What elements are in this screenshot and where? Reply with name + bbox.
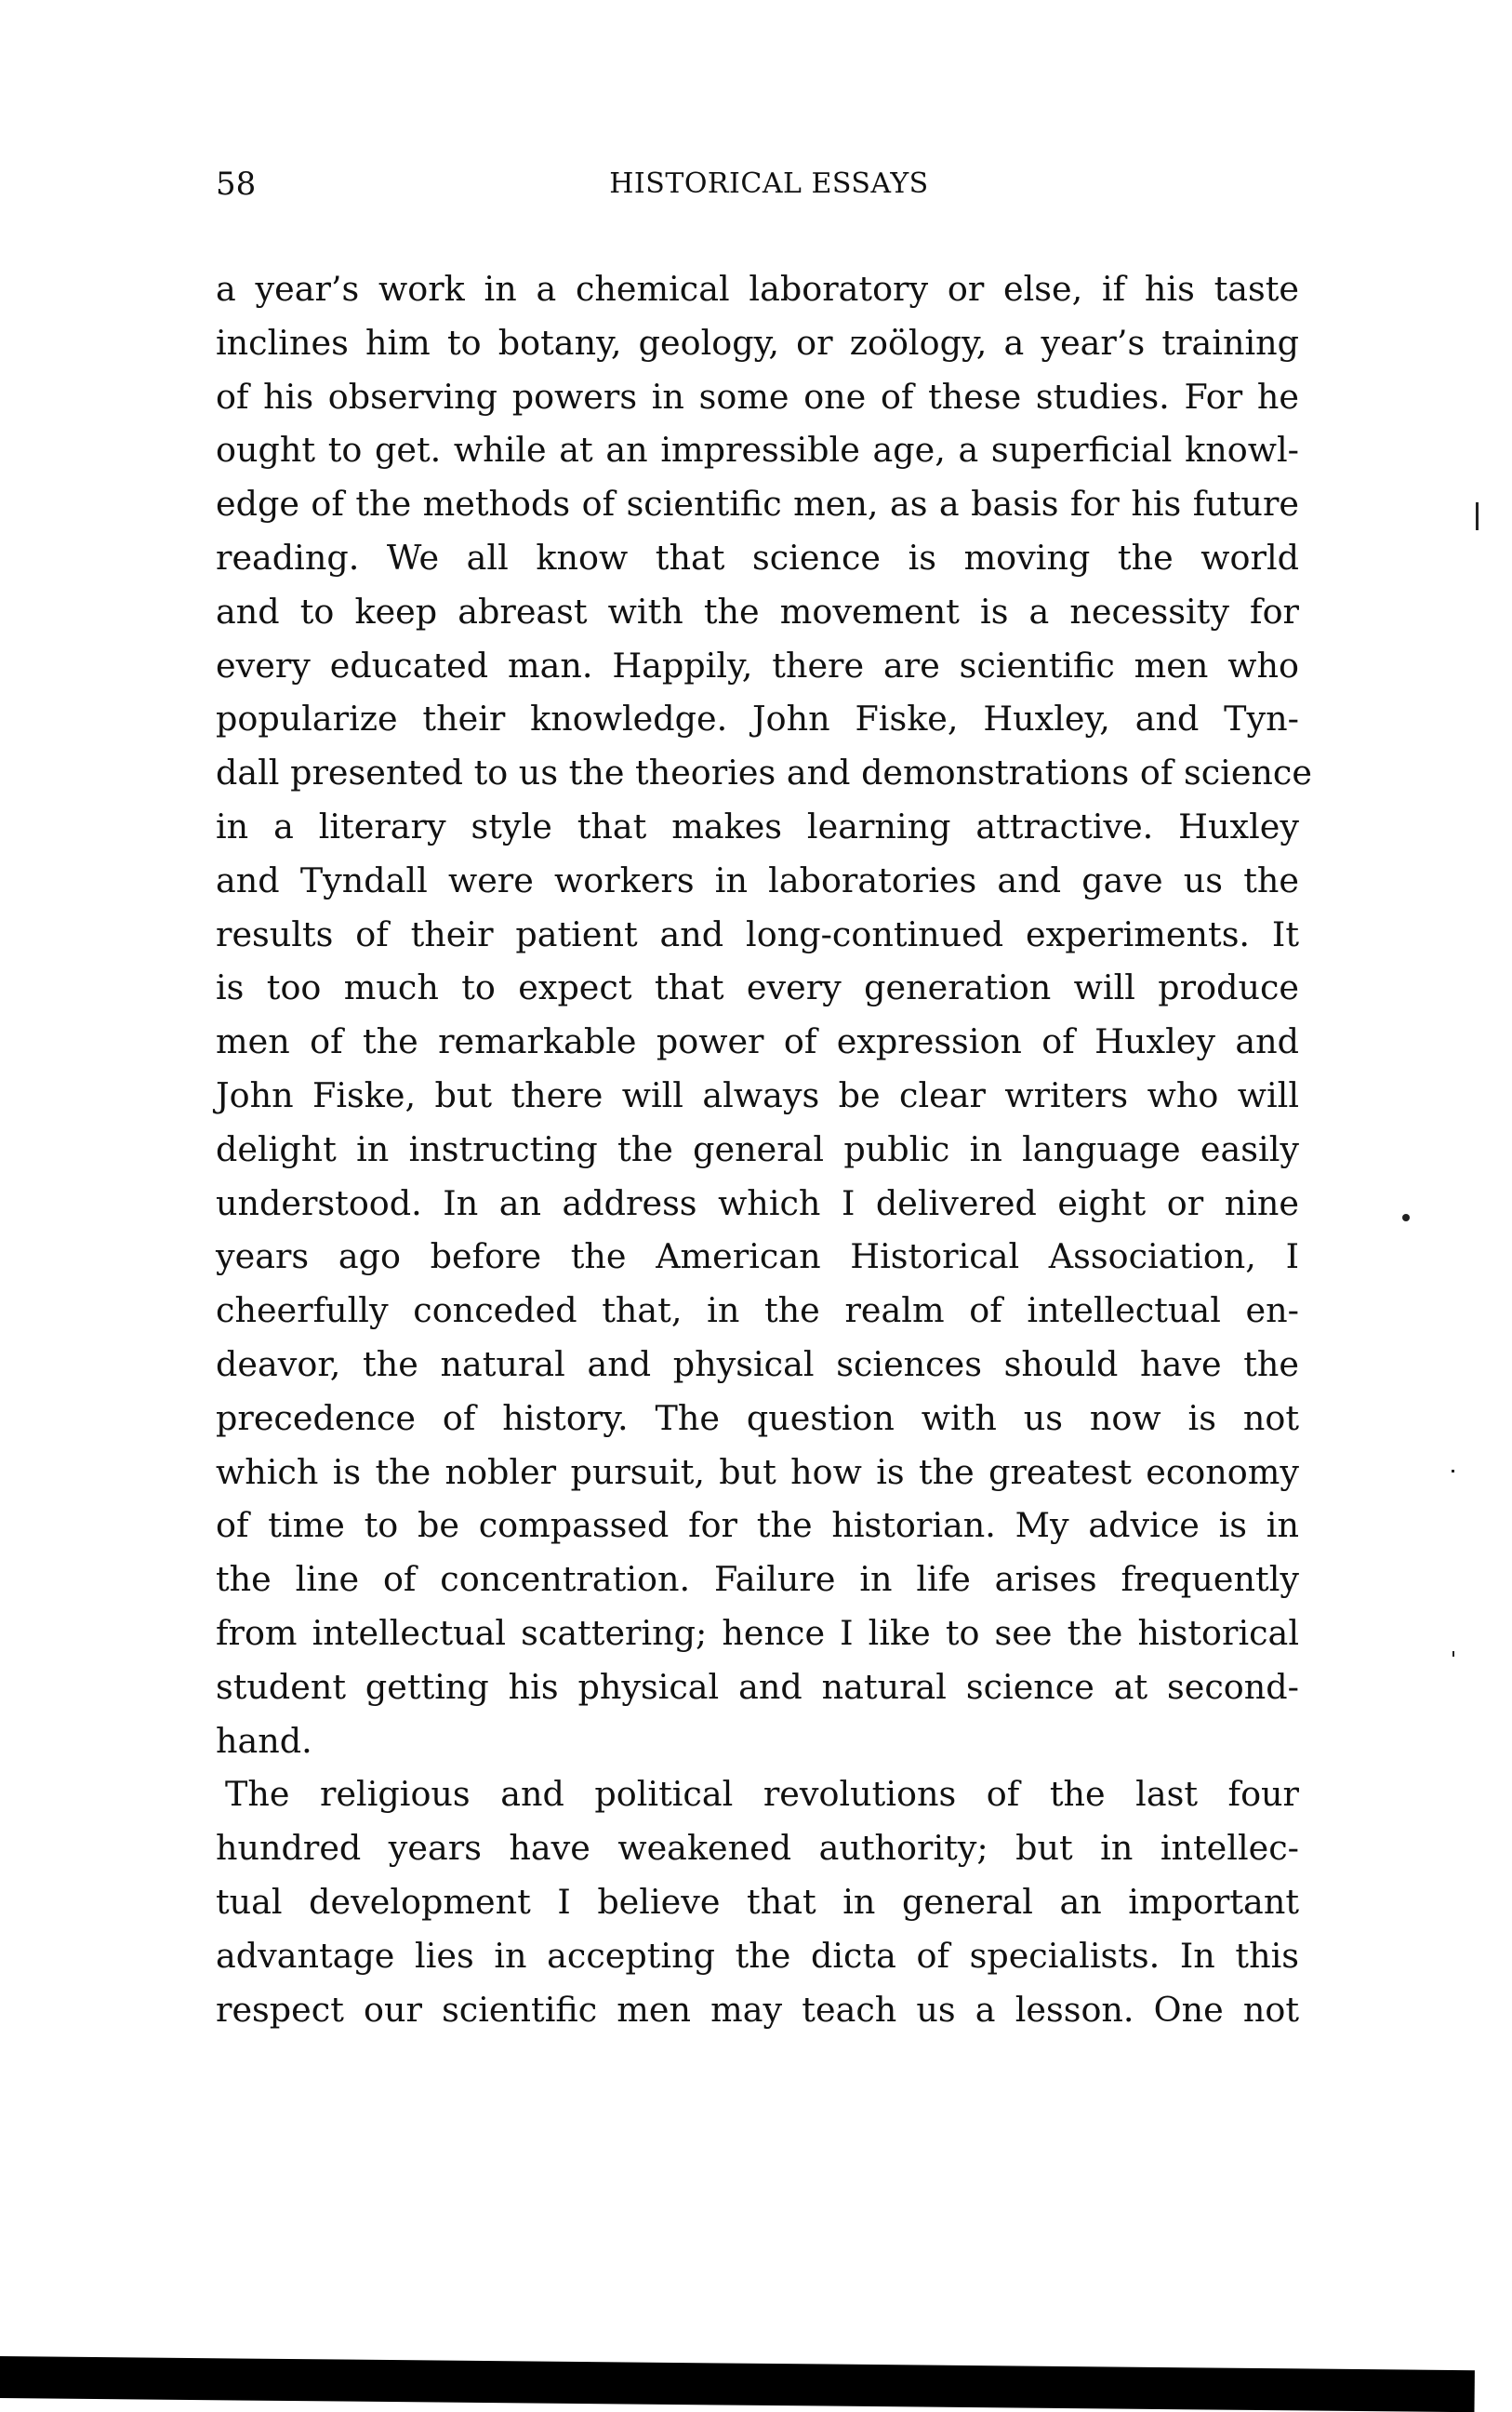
paragraph-start-line: The religious and political revolutions of the last four [225, 1774, 1299, 1815]
text-line: deavor, the natural and physical sciences should have the [216, 1343, 1299, 1384]
text-line: in a literary style that makes learning attractive. Huxley [216, 806, 1299, 846]
text-line: and Tyndall were workers in laboratories and gave us the [216, 860, 1299, 900]
text-line: hundred years have weakened authority; but in intellec- [216, 1828, 1299, 1869]
text-line: cheerfully conceded that, in the realm of intellectual en- [216, 1290, 1299, 1331]
scan-artifact-dot [1452, 1470, 1454, 1473]
text-line: student getting his physical and natural science at second- [216, 1666, 1299, 1707]
body-text [216, 262, 1312, 2036]
text-line: a year’s work in a chemical laboratory or else, if his taste [216, 269, 1299, 309]
text-line: is too much to expect that every generation will produce [216, 967, 1299, 1008]
text-line: and to keep abreast with the movement is a necessity for [216, 591, 1299, 632]
text-line: of his observing powers in some one of these studies. For he [216, 376, 1299, 417]
text-line: advantage lies in accepting the dicta of specialists. In this [216, 1935, 1299, 1976]
text-line: dall presented to us the theories and demonstrations of science [216, 753, 1312, 793]
text-line: the line of concentration. Failure in life arises frequently [216, 1559, 1299, 1600]
text-line: delight in instructing the general public in language easily [216, 1128, 1299, 1169]
scan-artifact-dot [1452, 1651, 1454, 1657]
page-header [216, 166, 1304, 212]
text-line: tual development I believe that in general an important [216, 1881, 1299, 1922]
text-line: popularize their knowledge. John Fiske, Huxley, and Tyn- [216, 699, 1299, 740]
text-line: understood. In an address which I delivered eight or nine [216, 1182, 1299, 1223]
text-line: of time to be compassed for the historian. My advice is in [216, 1505, 1299, 1546]
page-number: 58 [216, 166, 257, 203]
text-line: which is the nobler pursuit, but how is the greatest economy [216, 1451, 1299, 1492]
text-line: every educated man. Happily, there are scientific men who [216, 645, 1299, 686]
text-line: precedence of history. The question with us now is not [216, 1397, 1299, 1438]
scan-artifact-mark [1476, 502, 1479, 530]
text-line: results of their patient and long-continued experiments. It [216, 913, 1299, 954]
scan-edge-band [0, 2356, 1475, 2412]
text-line: years ago before the American Historical Association, I [216, 1236, 1299, 1277]
scan-artifact-dot [1402, 1214, 1410, 1221]
text-line: hand. [216, 1720, 312, 1761]
text-line: edge of the methods of scientific men, as a basis for his future [216, 484, 1299, 525]
text-line: inclines him to botany, geology, or zoölogy, a year’s training [216, 322, 1299, 363]
text-line: John Fiske, but there will always be clear writers who will [216, 1074, 1299, 1115]
running-title: HISTORICAL ESSAYS [609, 167, 929, 200]
text-line: from intellectual scattering; hence I like to see the historical [216, 1612, 1299, 1653]
text-line: respect our scientific men may teach us a lesson. One not [216, 1989, 1299, 2030]
text-line: ought to get. while at an impressible age, a superficial knowl- [216, 430, 1299, 471]
text-line: men of the remarkable power of expression of Huxley and [216, 1021, 1299, 1062]
text-line: reading. We all know that science is moving the world [216, 537, 1299, 578]
